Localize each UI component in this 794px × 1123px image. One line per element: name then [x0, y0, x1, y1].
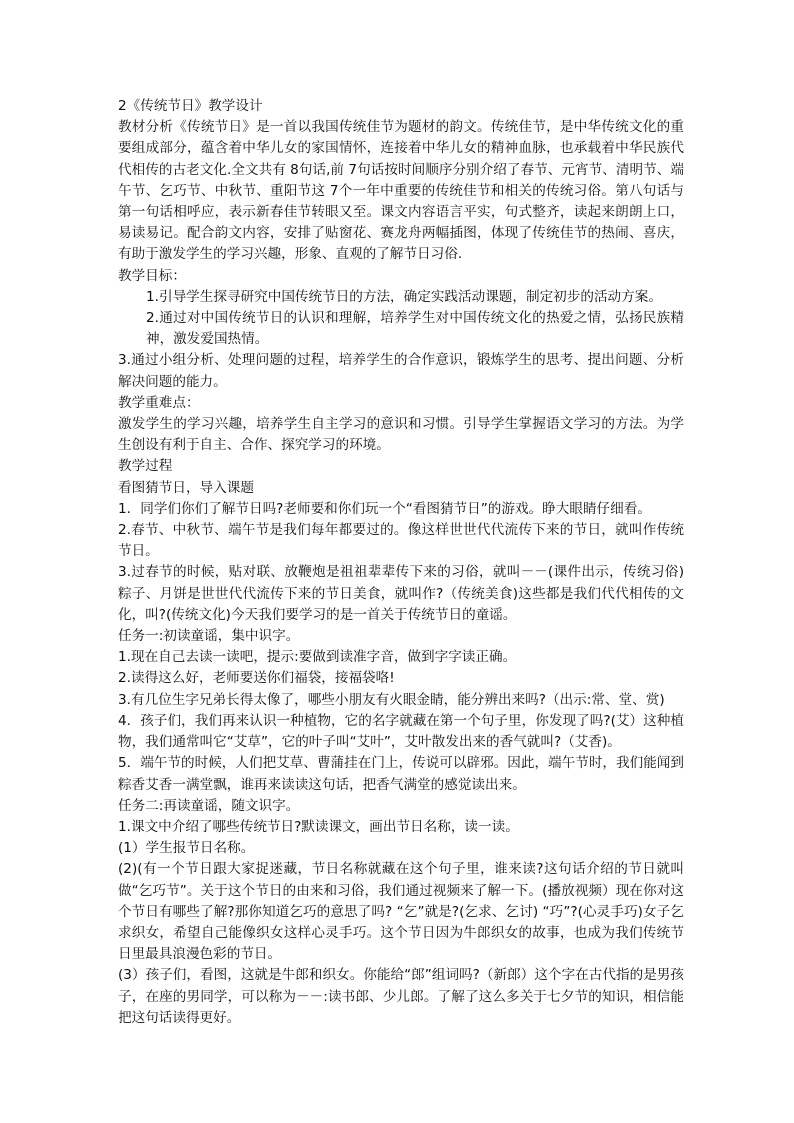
paragraph: 1．同学们你们了解节日吗?老师要和你们玩一个“看图猜节日”的游戏。睁大眼睛仔细看。 — [118, 500, 651, 517]
paragraph: 教材分析《传统节日》是一首以我国传统佳节为题材的韵文。传统佳节，是中华传统文化的重要组成部分，蕴含着中华儿女的家国情怀，连接着中华儿女的精神血脉，也承载着中华民族代代相传的古老文化.全文共有 8句话,前 7句话按时间顺序分别介绍了春节、元宵节、清明节、端午节、乞巧节、中秋节、重阳节这 7个一年中重要的传统佳节和相关的传统习俗。第八句话与第一句话相呼应，表示新春佳节转眼又至。课文内容语言平实，句式整齐，读起来朗朗上口，易读易记。配合韵文内容，安排了贴窗花、赛龙舟两幅插图，体现了传统佳节的热闹、喜庆，有助于激发学生的学习兴趣，形象、直观的了解节日习俗. — [118, 119, 684, 263]
paragraph: 1.现在自己去读一读吧，提示:要做到读准字音，做到字字读正确。 — [118, 649, 517, 666]
document-title: 2《传统节日》教学设计 — [118, 98, 263, 114]
paragraph: 1.课文中介绍了哪些传统节日?默读课文，画出节日名称，读一读。 — [118, 818, 519, 835]
paragraph: 4．孩子们，我们再来认识一种植物，它的名字就藏在第一个句子里，你发现了吗?(艾）这种植物，我们通常叫它“艾草”，它的叶子叫“艾叶”，艾叶散发出来的香气就叫?（艾香)。 — [118, 712, 684, 751]
paragraph: 1.引导学生探寻研究中国传统节日的方法，确定实践活动课题，制定初步的活动方案。 — [146, 288, 662, 305]
paragraph: 激发学生的学习兴趣，培养学生自主学习的意识和习惯。引导学生掌握语文学习的方法。为学生创设有利于自主、合作、探究学习的环境。 — [118, 416, 684, 454]
paragraph: 教学过程 — [118, 458, 173, 475]
paragraph: (2)(有一个节日跟大家捉迷藏，节日名称就藏在这个句子里，谁来读?这句话介绍的节日就叫做“乞巧节”。关于这个节日的由来和习俗，我们通过视频来了解一下。(播放视频）现在你对这个节日有哪些了解?那你知道乞巧的意思了吗? “乞”就是?(乞求、乞讨) “巧”?(心灵手巧)女子乞求织女，希望自己能像织女这样心灵手巧。这个节日因为牛郎织女的故事，也成为我们传统节日里最具浪漫色彩的节日。 — [118, 861, 684, 963]
paragraph: 3.过春节的时候，贴对联、放鞭炮是祖祖辈辈传下来的习俗，就叫－－(课件出示，传统习俗)粽子、月饼是世世代代流传下来的节日美食，就叫作?（传统美食)这些都是我们代代相传的文化，叫?(传统文化)今天我们要学习的是一首关于传统节日的童谣。 — [118, 564, 684, 623]
document-page — [118, 96, 684, 1029]
paragraph: 教学目标： — [118, 267, 186, 284]
paragraph: 3.有几位生字兄弟长得太像了，哪些小朋友有火眼金睛，能分辨出来吗?（出示:常、堂、赏) — [118, 691, 665, 708]
paragraph: 2.通过对中国传统节日的认识和理解，培养学生对中国传统文化的热爱之情，弘扬民族精神，激发爱国热情。 — [146, 310, 684, 348]
paragraph: 2.春节、中秋节、端午节是我们每年都要过的。像这样世世代代流传下来的节日，就叫作传统节日。 — [118, 522, 684, 560]
paragraph: 教学重难点： — [118, 394, 200, 411]
document-body — [118, 117, 684, 1029]
paragraph: 看图猜节日，导入课题 — [118, 479, 254, 496]
paragraph: (3）孩子们，看图，这就是牛郎和织女。你能给“郎”组词吗?（新郎）这个字在古代指的是男孩子，在座的男同学，可以称为－－:读书郎、少儿郎。了解了这么多关于七夕节的知识，相信能把这句话读得更好。 — [118, 967, 684, 1026]
paragraph: 任务一:初读童谣，集中识字。 — [118, 628, 300, 645]
paragraph: 2.读得这么好，老师要送你们福袋，接福袋咯! — [118, 670, 395, 687]
paragraph: 5．端午节的时候，人们把艾草、曹蒲挂在门上，传说可以辟邪。因此，端午节时，我们能闻到粽香艾香一满堂飘，谁再来读读这句话，把香气满堂的感觉读出来。 — [118, 755, 684, 793]
paragraph: (1）学生报节日名称。 — [118, 840, 255, 857]
paragraph: 任务二:再读童谣，随文识字。 — [118, 797, 300, 814]
paragraph: 3.通过小组分析、处理问题的过程，培养学生的合作意识，锻炼学生的思考、提出问题、分析解决问题的能力。 — [118, 352, 684, 390]
